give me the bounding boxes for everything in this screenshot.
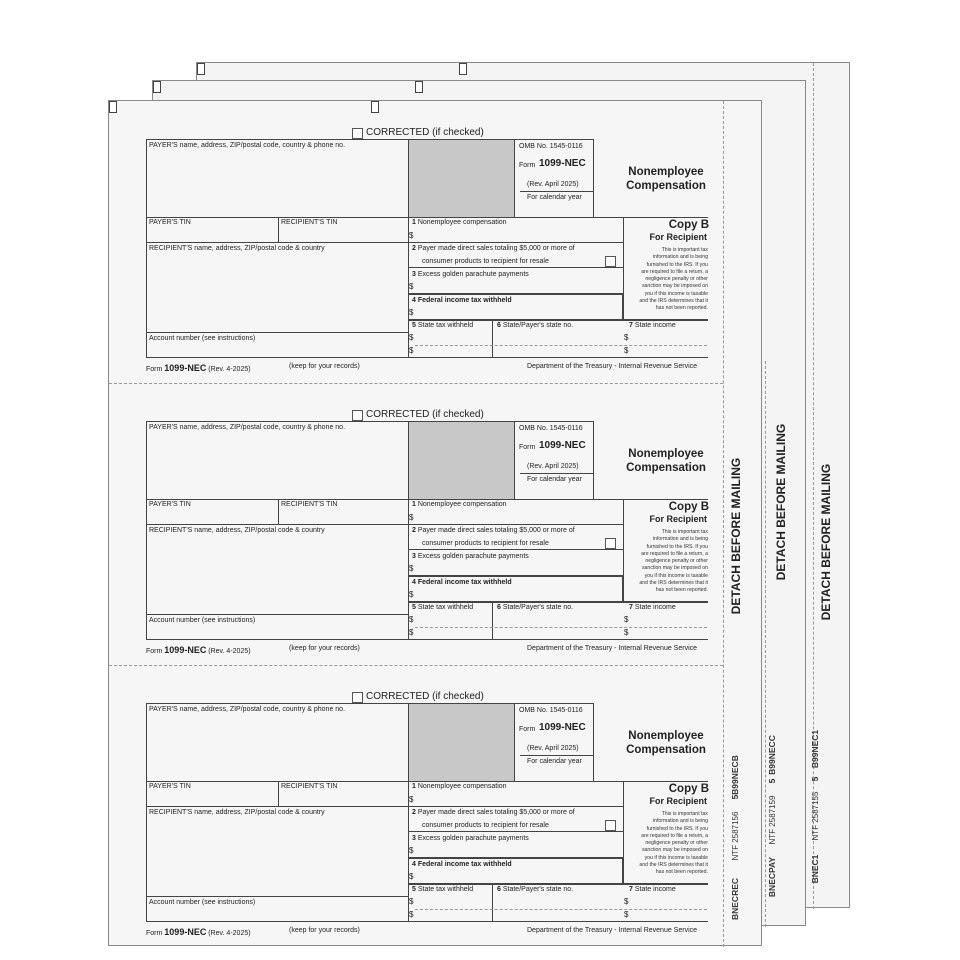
- box2-checkbox[interactable]: [605, 256, 616, 267]
- payer-tin-label: PAYER'S TIN: [149, 783, 191, 790]
- box2-label-line2: consumer products to recipient for resale: [422, 822, 549, 829]
- box1-label: 1 Nonemployee compensation: [412, 501, 507, 508]
- form-code-digit: 5: [810, 776, 820, 782]
- recipient-name-label: RECIPIENT'S name, address, ZIP/postal code & country: [149, 527, 325, 534]
- footer-keep: (keep for your records): [289, 363, 360, 370]
- form-title: Nonemployee Compensation: [626, 448, 706, 474]
- box5-dollar: $: [409, 333, 414, 342]
- corrected-label: CORRECTED (if checked): [366, 691, 484, 702]
- box2-label-line2: consumer products to recipient for resale: [422, 258, 549, 265]
- box1-label: 1 Nonemployee compensation: [412, 783, 507, 790]
- footer-form-id: Form 1099-NEC (Rev. 4-2025): [146, 645, 251, 655]
- form-code-label: B99NECB: [730, 755, 740, 795]
- revision-date: (Rev. April 2025): [527, 181, 579, 188]
- detach-before-mailing-label: DETACH BEFORE MAILING: [819, 463, 833, 621]
- stub-bottom-code: BNECREC: [730, 877, 740, 921]
- corrected-label: CORRECTED (if checked): [366, 409, 484, 420]
- important-tax-notice: This is important tax information and is being furnished to the IRS. If you are required to file a return, a negligence penalty or other sanction may be imposed on you if this income is taxable and the IRS determines that it has not been reported.: [639, 247, 708, 312]
- box4-dollar: $: [409, 308, 414, 317]
- box3-label: 3 Excess golden parachute payments: [412, 553, 529, 560]
- stub-bottom-code: BNECPAY: [767, 856, 777, 898]
- payer-tin-label: PAYER'S TIN: [149, 219, 191, 226]
- form-1099-nec-copy: [109, 665, 763, 947]
- box7-label: 7 State income: [629, 604, 676, 611]
- corrected-checkbox[interactable]: [352, 692, 363, 703]
- payer-name-label: PAYER'S name, address, ZIP/postal code, country & phone no.: [149, 706, 346, 713]
- box4-label: 4 Federal income tax withheld: [412, 297, 512, 304]
- sheet-tab-marker: [197, 63, 205, 75]
- revision-date: (Rev. April 2025): [527, 745, 579, 752]
- copy-subtitle: For Recipient: [649, 514, 707, 524]
- form-1099-nec-copy: [109, 383, 763, 665]
- front-sheet-copy-b: [108, 100, 762, 946]
- footer-keep: (keep for your records): [289, 927, 360, 934]
- void-shaded-box: [409, 140, 514, 217]
- revision-date: (Rev. April 2025): [527, 463, 579, 470]
- box4-dollar: $: [409, 590, 414, 599]
- box3-label: 3 Excess golden parachute payments: [412, 271, 529, 278]
- calendar-year-label: For calendar year: [527, 476, 582, 483]
- box6-label: 6 State/Payer's state no.: [497, 322, 574, 329]
- detach-before-mailing-label: DETACH BEFORE MAILING: [729, 457, 743, 615]
- account-number-label: Account number (see instructions): [149, 617, 256, 624]
- box5-label: 5 State tax withheld: [412, 886, 474, 893]
- ntf-number: NTF 2587159: [768, 795, 777, 845]
- corrected-label: CORRECTED (if checked): [366, 127, 484, 138]
- box7-dollar: $: [624, 897, 629, 906]
- detach-before-mailing-label: DETACH BEFORE MAILING: [774, 423, 788, 581]
- form-title: Nonemployee Compensation: [626, 166, 706, 192]
- footer-department: Department of the Treasury - Internal Revenue Service: [527, 927, 698, 934]
- perforation-line: [765, 361, 766, 927]
- copy-title: Copy B: [668, 219, 709, 231]
- important-tax-notice: This is important tax information and is being furnished to the IRS. If you are required to file a return, a negligence penalty or other sanction may be imposed on you if this income is taxable and the IRS determines that it has not been reported.: [639, 811, 708, 876]
- box5-label: 5 State tax withheld: [412, 604, 474, 611]
- box3-dollar: $: [409, 846, 414, 855]
- omb-number: OMB No. 1545-0116: [519, 707, 583, 714]
- box6-label: 6 State/Payer's state no.: [497, 886, 574, 893]
- recipient-name-label: RECIPIENT'S name, address, ZIP/postal code & country: [149, 245, 325, 252]
- box7-dollar-2: $: [624, 628, 629, 637]
- box6-label: 6 State/Payer's state no.: [497, 604, 574, 611]
- form-prefix: Form: [519, 726, 536, 733]
- box4-dollar: $: [409, 872, 414, 881]
- ntf-number: NTF 2587155: [811, 791, 820, 841]
- corrected-checkbox[interactable]: [352, 128, 363, 139]
- box3-label: 3 Excess golden parachute payments: [412, 835, 529, 842]
- sheet-tab-marker: [153, 81, 161, 93]
- box2-checkbox[interactable]: [605, 820, 616, 831]
- copy-subtitle: For Recipient: [649, 232, 707, 242]
- box5-dollar: $: [409, 615, 414, 624]
- box1-dollar: $: [409, 795, 414, 804]
- account-number-label: Account number (see instructions): [149, 335, 256, 342]
- recipient-tin-label: RECIPIENT'S TIN: [281, 501, 338, 508]
- calendar-year-label: For calendar year: [527, 758, 582, 765]
- box2-label: 2 Payer made direct sales totaling $5,000 or more of: [412, 245, 575, 252]
- payer-tin-label: PAYER'S TIN: [149, 501, 191, 508]
- box2-checkbox[interactable]: [605, 538, 616, 549]
- form-prefix: Form: [519, 162, 536, 169]
- footer-department: Department of the Treasury - Internal Revenue Service: [527, 645, 698, 652]
- sheet-tab-marker: [415, 81, 423, 93]
- calendar-year-label: For calendar year: [527, 194, 582, 201]
- footer-form-id: Form 1099-NEC (Rev. 4-2025): [146, 363, 251, 373]
- form-1099-nec-copy: [109, 101, 763, 383]
- void-shaded-box: [409, 422, 514, 499]
- recipient-tin-label: RECIPIENT'S TIN: [281, 783, 338, 790]
- form-number: 1099-NEC: [539, 722, 586, 733]
- box4-label: 4 Federal income tax withheld: [412, 579, 512, 586]
- box5-dollar: $: [409, 897, 414, 906]
- copy-subtitle: For Recipient: [649, 796, 707, 806]
- copy-title: Copy B: [668, 783, 709, 795]
- box2-label: 2 Payer made direct sales totaling $5,000 or more of: [412, 809, 575, 816]
- form-title: Nonemployee Compensation: [626, 730, 706, 756]
- box5-dollar-2: $: [409, 910, 414, 919]
- payer-name-label: PAYER'S name, address, ZIP/postal code, country & phone no.: [149, 142, 346, 149]
- form-code-digit: 5: [767, 778, 777, 784]
- form-number: 1099-NEC: [539, 440, 586, 451]
- box1-label: 1 Nonemployee compensation: [412, 219, 507, 226]
- sheet-tab-marker: [459, 63, 467, 75]
- ntf-number: NTF 2587156: [731, 811, 740, 861]
- form-number: 1099-NEC: [539, 158, 586, 169]
- box3-dollar: $: [409, 564, 414, 573]
- form-code-digit: 5: [730, 794, 740, 800]
- footer-form-id: Form 1099-NEC (Rev. 4-2025): [146, 927, 251, 937]
- box4-label: 4 Federal income tax withheld: [412, 861, 512, 868]
- box7-dollar: $: [624, 615, 629, 624]
- omb-number: OMB No. 1545-0116: [519, 143, 583, 150]
- recipient-name-label: RECIPIENT'S name, address, ZIP/postal code & country: [149, 809, 325, 816]
- box7-dollar-2: $: [624, 346, 629, 355]
- copy-title: Copy B: [668, 501, 709, 513]
- box7-label: 7 State income: [629, 322, 676, 329]
- box2-label: 2 Payer made direct sales totaling $5,000 or more of: [412, 527, 575, 534]
- form-prefix: Form: [519, 444, 536, 451]
- stub-bottom-code: BNEC1: [810, 854, 820, 884]
- important-tax-notice: This is important tax information and is being furnished to the IRS. If you are required to file a return, a negligence penalty or other sanction may be imposed on you if this income is taxable and the IRS determines that it has not been reported.: [639, 529, 708, 594]
- box1-dollar: $: [409, 513, 414, 522]
- payer-name-label: PAYER'S name, address, ZIP/postal code, country & phone no.: [149, 424, 346, 431]
- void-shaded-box: [409, 704, 514, 781]
- recipient-tin-label: RECIPIENT'S TIN: [281, 219, 338, 226]
- account-number-label: Account number (see instructions): [149, 899, 256, 906]
- form-code-label: B99NEC1: [810, 729, 820, 769]
- box3-dollar: $: [409, 282, 414, 291]
- form-code-label: B99NECC: [767, 735, 777, 775]
- box2-label-line2: consumer products to recipient for resale: [422, 540, 549, 547]
- box7-label: 7 State income: [629, 886, 676, 893]
- box1-dollar: $: [409, 231, 414, 240]
- box5-dollar-2: $: [409, 346, 414, 355]
- footer-keep: (keep for your records): [289, 645, 360, 652]
- corrected-checkbox[interactable]: [352, 410, 363, 421]
- box5-label: 5 State tax withheld: [412, 322, 474, 329]
- box5-dollar-2: $: [409, 628, 414, 637]
- omb-number: OMB No. 1545-0116: [519, 425, 583, 432]
- footer-department: Department of the Treasury - Internal Revenue Service: [527, 363, 698, 370]
- box7-dollar-2: $: [624, 910, 629, 919]
- box7-dollar: $: [624, 333, 629, 342]
